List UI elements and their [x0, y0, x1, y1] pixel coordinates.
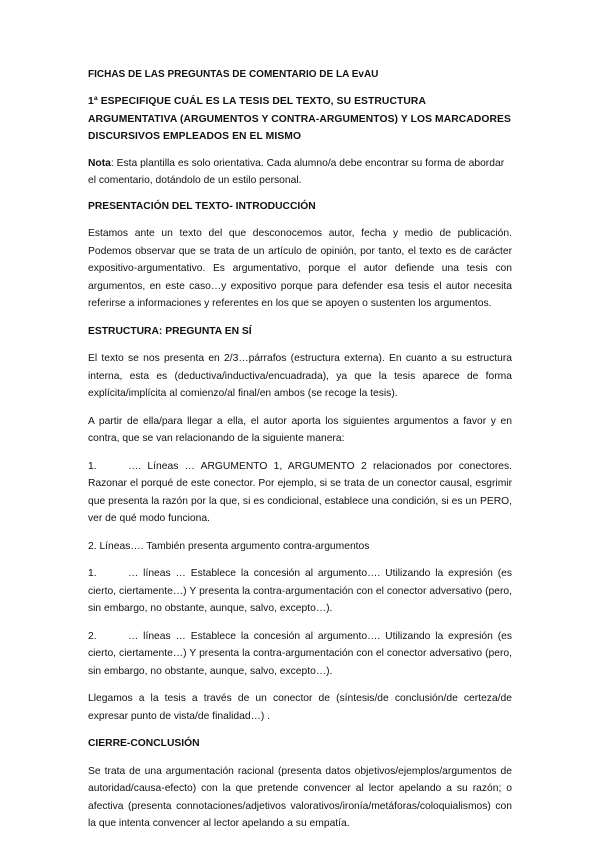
list-item-text: … líneas … Establece la concesión al argumento…. Utilizando la expresión (es cierto, ciertamente…) Y presenta la contra-argumentación con el conector adversativo (pero, sin embargo, no obstante, aunque, salvo, excepto…).	[88, 630, 512, 677]
list-item-number: 2.	[88, 630, 97, 642]
list-item	[88, 628, 512, 681]
question-heading: 1ª ESPECIFIQUE CUÁL ES LA TESIS DEL TEXTO, SU ESTRUCTURA ARGUMENTATIVA (ARGUMENTOS Y CONTRA-ARGUMENTOS) Y LOS MARCADORES DISCURSIVOS EMPLEADOS EN EL MISMO	[88, 96, 511, 142]
structure-heading: ESTRUCTURA: PREGUNTA EN SÍ	[88, 325, 252, 337]
thesis-paragraph: Llegamos a la tesis a través de un conector de (síntesis/de conclusión/de certeza/de expresar punto de vista/de finalidad…) .	[88, 693, 512, 722]
document-title: FICHAS DE LAS PREGUNTAS DE COMENTARIO DE LA EvAU	[88, 69, 379, 80]
intro-paragraph: Estamos ante un texto del que desconocemos autor, fecha y medio de publicación. Podemos observar que se trata de un artículo de opinión, por tanto, el texto es de carácter expositivo-argumentativo. Es argumentativo, porque el autor defiende una tesis con argumentos, en este caso…y expositivo porque para defender esa tesis el autor necesita referirse a informaciones y referentes en los que se apoyen o sustenten los argumentos.	[88, 228, 512, 309]
list-item-text: … líneas … Establece la concesión al argumento…. Utilizando la expresión (es cierto, ciertamente…) Y presenta la contra-argumentación con el conector adversativo (pero, sin embargo, no obstante, aunque, salvo, excepto…).	[88, 568, 512, 614]
list-item-number: 1.	[88, 568, 97, 579]
list-item-text: …. Líneas … ARGUMENTO 1, ARGUMENTO 2 relacionados por conectores. Razonar el porqué de este conector. Por ejemplo, si se trata de un conector causal, esgrimir que presenta la razón por la que, si es condicional, establece una condición, si es un PERO, ver de qué modo funciona.	[88, 460, 512, 524]
list-item	[88, 565, 512, 618]
list-item	[88, 458, 512, 528]
intro-heading: PRESENTACIÓN DEL TEXTO- INTRODUCCIÓN	[88, 200, 316, 212]
list-item-number: 1.	[88, 460, 97, 472]
structure-paragraph-2: A partir de ella/para llegar a ella, el autor aporta los siguientes argumentos a favor y en contra, que se van relacionando de la siguiente manera:	[88, 415, 512, 444]
note-paragraph	[88, 155, 512, 190]
note-label: Nota	[88, 157, 111, 169]
closing-heading: CIERRE-CONCLUSIÓN	[88, 738, 200, 749]
closing-paragraph: Se trata de una argumentación racional (presenta datos objetivos/ejemplos/argumentos de autoridad/causa-efecto) con la que pretende convencer al lector apelando a su razón; o afectiva (presenta connotaciones/adjetivos valorativos/ironía/metáforas/coloquialismos) con la que intenta convencer al lector apelando a su empatía.	[88, 765, 512, 829]
list-item: 2. Líneas…. También presenta argumento contra-argumentos	[88, 540, 370, 552]
structure-paragraph-1: El texto se nos presenta en 2/3…párrafos (estructura externa). En cuanto a su estructura interna, esta es (deductiva/inductiva/encuadrada), ya que la tesis aparece de forma explícita/implícita al comienzo/al final/en ambos (se recoge la tesis).	[88, 353, 512, 399]
note-text: : Esta plantilla es solo orientativa. Cada alumno/a debe encontrar su forma de abordar el comentario, dotándolo de un estilo personal.	[88, 157, 505, 186]
